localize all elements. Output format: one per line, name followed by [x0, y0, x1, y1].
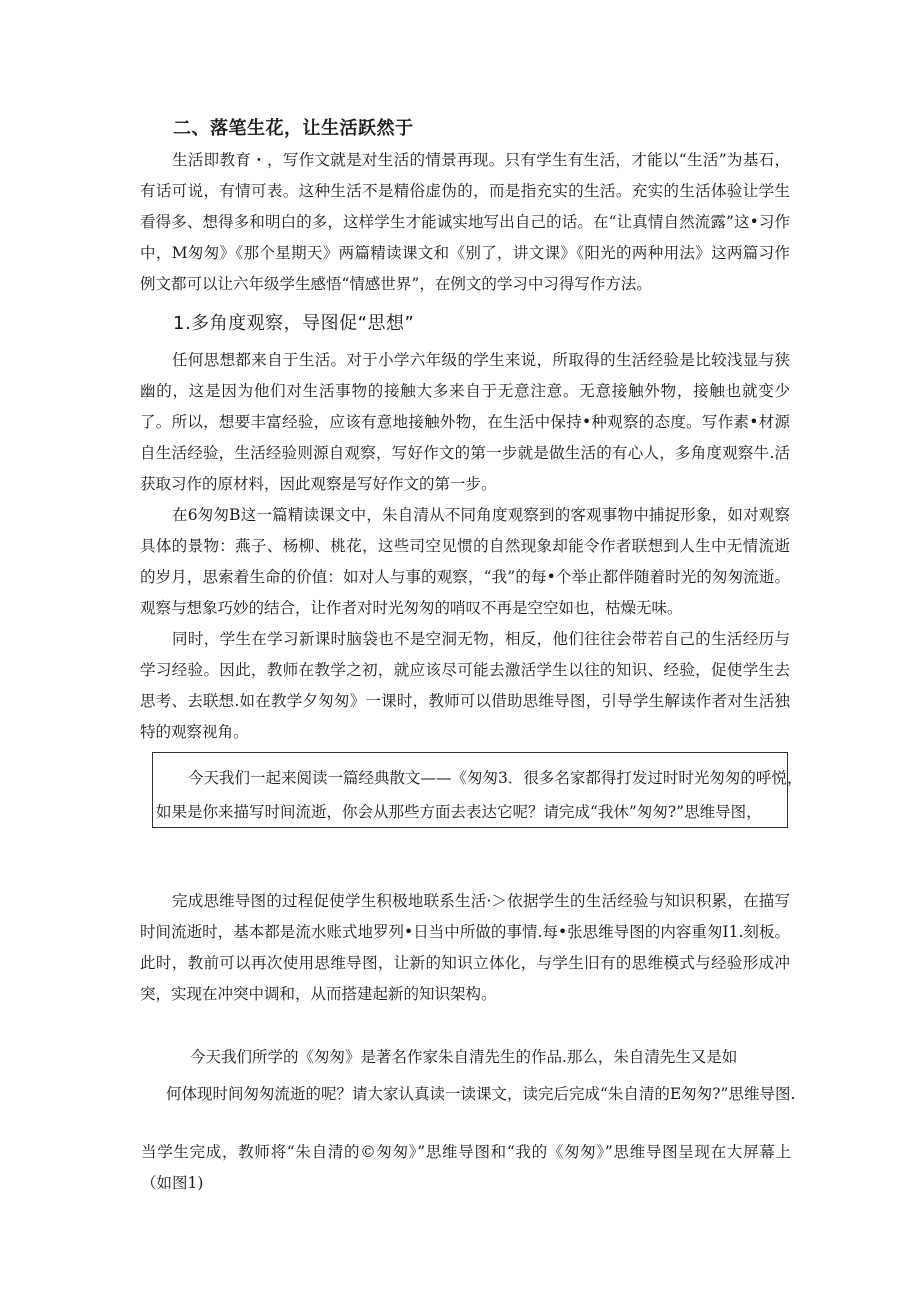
teacher-prompt-line-2: 何体现时间匆匆流逝的呢？请大家认真读一读课文，读完后完成“朱自清的E匆匆?”思维导图. — [166, 1085, 796, 1103]
paragraph-new-lesson: 同时，学生在学习新课时脑袋也不是空洞无物，相反，他们往往会带若自己的生活经历与学习经验。因此，教师在教学之初，就应该尽可能去激活学生以往的知识、经验，促使学生去思考、去联想.如在教学夕匆匆》一课时，教师可以借助思维导图，引导学生解读作者对生活独特的观察视角。 — [140, 630, 790, 741]
teacher-prompt-line-1: 今天我们所学的《匆匆》是著名作家朱自清先生的作品.那么，朱自清先生又是如 — [190, 1048, 738, 1066]
paragraph-life-education: 生活即教育・，写作文就是对生活的情景再现。只有学生有生活，才能以“生活”为基石，有话可说，有情可表。这种生活不是精俗虚伪的，而是指充实的生活。充实的生活体验让学生看得多、想得多和明白的多，这样学生才能诚实地写出自己的话。在“让真情自然流露”这•习作中，M匆匆》《那个星期天》两篇精读课文和《别了，讲文课》《阳光的两种用法》这两篇习作例文都可以让六年级学生感悟“情感世界”，在例文的学习中习得写作方法。 — [140, 151, 790, 293]
paragraph-congcong-analysis: 在6匆匆B这一篇精读课文中，朱自清从不同角度观察到的客观事物中捕捉形象，如对观察具体的景物：燕子、杨柳、桃花，这些司空见惯的自然现象却能令作者联想到人生中无情流逝的岁月，思索着生命的价值：如对人与事的观察，“我”的每•个举止都伴随着时光的匆匆流逝。观察与想象巧妙的结合，让作者对时光匆匆的哨叹不再是空空如也，枯燥无味。 — [140, 506, 790, 617]
prompt-line-1: 今天我们一起来阅读一篇经典散文——《匆匆3．很多名家都得打发过时时光匆匆的呼悦， — [188, 769, 803, 787]
paragraph-mind-map-process: 完成思维导图的过程促使学生积极地联系生活·＞依据学生的生活经验与知识积累，在描写时间流逝时，基本都是流水账式地罗列•日当中所做的事情.每•张思维导图的内容重匆I1.刻板。此时，教前可以再次使用思维导图，让新的知识立体化，与学生旧有的思维模式与经验形成冲突，实现在冲突中调和，从而搭建起新的知识架构。 — [140, 892, 790, 1003]
paragraph-thought-from-life: 任何思想都来自于生活。对于小学六年级的学生来说，所取得的生活经验是比较浅显与狭幽的，这是因为他们对生活事物的接触大多来自于无意注意。无意接触外物，接触也就变少了。所以，想要丰富经验，应该有意地接触外物，在生活中保持•种观察的态度。写作素•材源自生活经验，生活经验则源自观察，写好作文的第一步就是做生活的有心人，多角度观察牛.活获取习作的原材料，因此观察是写好作文的第一步。 — [140, 351, 790, 493]
prompt-box — [152, 752, 803, 828]
subheading-observation: 1.多角度观察，导图促“思想” — [173, 313, 415, 334]
paragraph-display-result: 当学生完成，教师将“朱自清的©匆匆》”思维导图和“我的《匆匆》”思维导图呈现在大屏幕上（如图1) — [141, 1143, 791, 1192]
prompt-line-2: 如果是你来描写时间流逝，你会从那些方面去表达它呢？请完成“我休”匆匆?”思维导图， — [156, 803, 762, 821]
section-heading: 二、落笔生花，让生活跃然于 — [173, 118, 414, 139]
